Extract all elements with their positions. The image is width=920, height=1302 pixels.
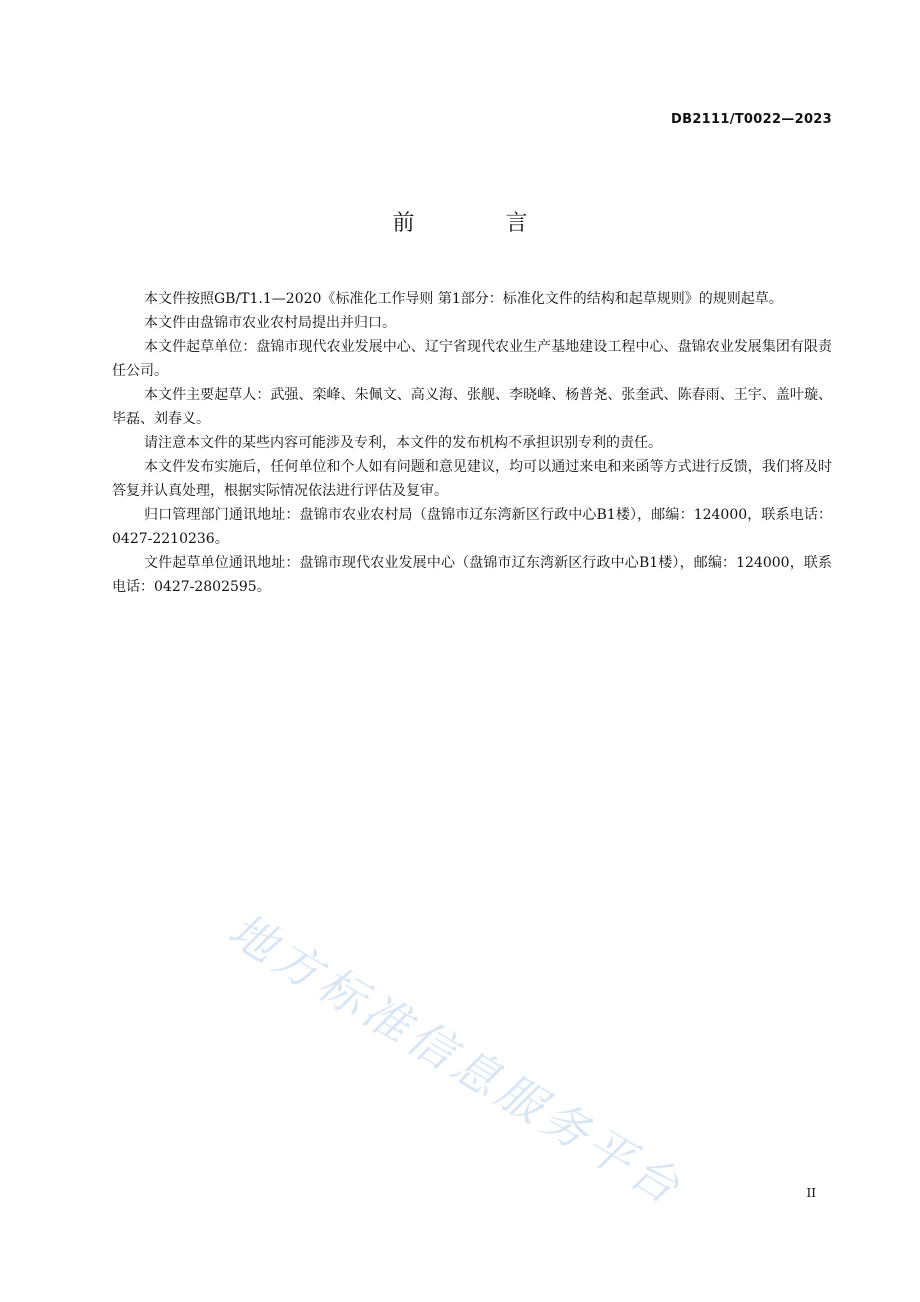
foreword-body bbox=[112, 287, 832, 599]
paragraph-standard-basis: 本文件按照GB/T1.1—2020《标准化工作导则 第1部分：标准化文件的结构和起草规则》的规则起草。 bbox=[144, 291, 783, 307]
paragraph-authority-address: 归口管理部门通讯地址：盘锦市农业农村局（盘锦市辽东湾新区行政中心B1楼），邮编：124000，联系电话：0427-2210236。 bbox=[112, 507, 832, 547]
paragraph-patent-notice: 请注意本文件的某些内容可能涉及专利，本文件的发布机构不承担识别专利的责任。 bbox=[144, 435, 662, 451]
page-number: II bbox=[806, 1186, 816, 1200]
paragraph-proposer: 本文件由盘锦市农业农村局提出并归口。 bbox=[144, 315, 396, 331]
watermark: 地方标准信息服务平台 bbox=[219, 902, 694, 1217]
page-title: 前 言 bbox=[392, 211, 570, 236]
paragraph-drafting-units: 本文件起草单位：盘锦市现代农业发展中心、辽宁省现代农业生产基地建设工程中心、盘锦农业发展集团有限责任公司。 bbox=[112, 339, 832, 379]
paragraph-feedback: 本文件发布实施后，任何单位和个人如有问题和意见建议，均可以通过来电和来函等方式进行反馈，我们将及时答复并认真处理，根据实际情况依法进行评估及复审。 bbox=[112, 459, 832, 499]
paragraph-drafter-address: 文件起草单位通讯地址：盘锦市现代农业发展中心（盘锦市辽东湾新区行政中心B1楼），邮编：124000，联系电话：0427-2802595。 bbox=[112, 555, 832, 595]
paragraph-drafters: 本文件主要起草人：武强、栾峰、朱佩文、高义海、张舰、李晓峰、杨普尧、张奎武、陈春雨、王宇、盖叶璇、毕磊、刘春义。 bbox=[112, 387, 832, 427]
document-code: DB2111/T0022—2023 bbox=[671, 112, 832, 127]
